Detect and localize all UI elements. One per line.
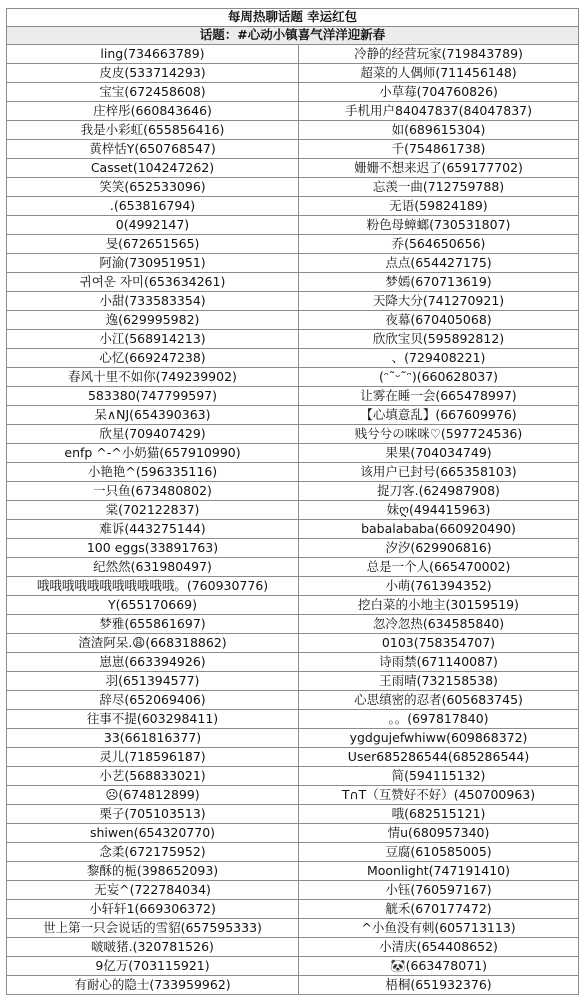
winner-name-right: 梦嫣(670713619) xyxy=(299,273,579,292)
winner-name-left: 哦哦哦哦哦哦哦哦哦哦哦。(760930776) xyxy=(7,577,299,596)
table-row xyxy=(7,938,579,957)
winner-name-right: T∩T（互赞好不好）(450700963) xyxy=(299,786,579,805)
winner-name-right: 点点(654427175) xyxy=(299,254,579,273)
table-row xyxy=(7,805,579,824)
winner-name-right: 汐汐(629906816) xyxy=(299,539,579,558)
winner-name-right: 小钰(760597167) xyxy=(299,881,579,900)
winner-name-right: Moonlight(747191410) xyxy=(299,862,579,881)
winner-name-right: 该用户已封号(665358103) xyxy=(299,463,579,482)
winner-name-right: 小草莓(704760826) xyxy=(299,83,579,102)
winner-name-left: 无妄^(722784034) xyxy=(7,881,299,900)
winner-name-right: 冷静的经营玩家(719843789) xyxy=(299,45,579,64)
winner-name-left: 辞尽(652069406) xyxy=(7,691,299,710)
winner-name-left: 啵啵猪.(320781526) xyxy=(7,938,299,957)
winner-name-left: 583380(747799597) xyxy=(7,387,299,406)
winner-name-right: 果果(704034749) xyxy=(299,444,579,463)
winner-name-left: Casset(104247262) xyxy=(7,159,299,178)
winner-name-left: 100 eggs(33891763) xyxy=(7,539,299,558)
winner-name-right: 乔(564650656) xyxy=(299,235,579,254)
winner-name-left: 梦雅(655861697) xyxy=(7,615,299,634)
winner-name-right: 天降大分(741270921) xyxy=(299,292,579,311)
winner-name-right: 千(754861738) xyxy=(299,140,579,159)
table-row xyxy=(7,254,579,273)
winner-name-right: 【心填意乱】(667609976) xyxy=(299,406,579,425)
winner-name-left: 皮皮(533714293) xyxy=(7,64,299,83)
winner-name-left: 崽崽(663394926) xyxy=(7,653,299,672)
winner-name-right: 。。(697817840) xyxy=(299,710,579,729)
winner-name-right: 情u(680957340) xyxy=(299,824,579,843)
winner-name-left: 黎酥的栀(398652093) xyxy=(7,862,299,881)
winner-name-left: 33(661816377) xyxy=(7,729,299,748)
winner-name-left: Y(655170669) xyxy=(7,596,299,615)
table-row xyxy=(7,197,579,216)
table-row xyxy=(7,406,579,425)
winner-name-right: 梧桐(651932376) xyxy=(299,976,579,995)
table-row xyxy=(7,83,579,102)
winner-name-right: babalababa(660920490) xyxy=(299,520,579,539)
table-body xyxy=(7,45,579,995)
winner-name-right: 诗雨禁(671140087) xyxy=(299,653,579,672)
table-row xyxy=(7,520,579,539)
winner-name-left: 旻(672651565) xyxy=(7,235,299,254)
winner-name-left: enfp ^-^小奶猫(657910990) xyxy=(7,444,299,463)
winner-name-left: 小轩轩1(669306372) xyxy=(7,900,299,919)
table-row xyxy=(7,615,579,634)
table-row xyxy=(7,311,579,330)
table-row xyxy=(7,558,579,577)
table-row xyxy=(7,121,579,140)
winner-name-left: 栗子(705103513) xyxy=(7,805,299,824)
table-row xyxy=(7,862,579,881)
winner-name-left: 9亿万(703115921) xyxy=(7,957,299,976)
table-row xyxy=(7,425,579,444)
table-row xyxy=(7,387,579,406)
table-row xyxy=(7,444,579,463)
table-row xyxy=(7,45,579,64)
winner-name-left: 羽(651394577) xyxy=(7,672,299,691)
winner-name-right: 超菜的人偶师(711456148) xyxy=(299,64,579,83)
winner-name-left: 春风十里不如你(749239902) xyxy=(7,368,299,387)
winner-name-right: 捉刀客.(624987908) xyxy=(299,482,579,501)
winner-name-right: 0103(758354707) xyxy=(299,634,579,653)
table-row xyxy=(7,767,579,786)
winner-name-right: 简(594115132) xyxy=(299,767,579,786)
winner-name-right: ygdgujefwhiww(609868372) xyxy=(299,729,579,748)
winner-name-left: 庄梓彤(660843646) xyxy=(7,102,299,121)
table-row xyxy=(7,577,579,596)
winner-name-left: shiwen(654320770) xyxy=(7,824,299,843)
winner-name-left: 往事不提(603298411) xyxy=(7,710,299,729)
winner-name-right: 总是一个人(665470002) xyxy=(299,558,579,577)
table-row xyxy=(7,463,579,482)
table-row xyxy=(7,349,579,368)
table-row xyxy=(7,691,579,710)
winner-name-left: 难诉(443275144) xyxy=(7,520,299,539)
winner-name-right: 姗姗不想来迟了(659177702) xyxy=(299,159,579,178)
winner-name-left: 宝宝(672458608) xyxy=(7,83,299,102)
winner-name-right: 忽冷忽热(634585840) xyxy=(299,615,579,634)
winner-name-left: 0(4992147) xyxy=(7,216,299,235)
winner-name-left: 小甜(733583354) xyxy=(7,292,299,311)
winner-name-right: 忘羡一曲(712759788) xyxy=(299,178,579,197)
winner-name-right: 妹ღ(494415963) xyxy=(299,501,579,520)
winner-name-left: 棠(702122837) xyxy=(7,501,299,520)
table-row xyxy=(7,919,579,938)
winner-name-left: 黄梓恬Y(650768547) xyxy=(7,140,299,159)
table-row xyxy=(7,900,579,919)
table-row xyxy=(7,292,579,311)
winner-name-left: 小艳艳^(596335116) xyxy=(7,463,299,482)
winner-name-left: 小江(568914213) xyxy=(7,330,299,349)
winner-name-left: 有耐心的隐士(733959962) xyxy=(7,976,299,995)
table-row xyxy=(7,596,579,615)
topic-row xyxy=(7,27,579,45)
table-row xyxy=(7,539,579,558)
table-row xyxy=(7,368,579,387)
winner-name-left: 阿渝(730951951) xyxy=(7,254,299,273)
table-row xyxy=(7,843,579,862)
table-row xyxy=(7,273,579,292)
winner-name-left: 灵儿(718596187) xyxy=(7,748,299,767)
winner-name-right: 欣欣宝贝(595892812) xyxy=(299,330,579,349)
table-row xyxy=(7,786,579,805)
winner-name-right: 觥禾(670177472) xyxy=(299,900,579,919)
table-row xyxy=(7,102,579,121)
winner-name-right: 夜幕(670405068) xyxy=(299,311,579,330)
winner-name-left: 念柔(672175952) xyxy=(7,843,299,862)
winner-name-right: 贱兮兮の咪咪♡(597724536) xyxy=(299,425,579,444)
winner-name-right: 小萌(761394352) xyxy=(299,577,579,596)
winner-name-left: 逸(629995982) xyxy=(7,311,299,330)
table-row xyxy=(7,330,579,349)
table-row xyxy=(7,729,579,748)
winner-name-right: User685286544(685286544) xyxy=(299,748,579,767)
table-row xyxy=(7,824,579,843)
winner-name-left: 渣渣阿呆.😩(668318862) xyxy=(7,634,299,653)
table-title-row xyxy=(7,9,579,27)
winner-name-left: 欣星(709407429) xyxy=(7,425,299,444)
table-row xyxy=(7,64,579,83)
winner-name-left: 呆∧NJ(654390363) xyxy=(7,406,299,425)
winner-name-right: 小清庆(654408652) xyxy=(299,938,579,957)
winner-name-right: 王雨晴(732158538) xyxy=(299,672,579,691)
table-row xyxy=(7,653,579,672)
winner-name-right: 粉色母蟑螂(730531807) xyxy=(299,216,579,235)
winner-name-left: 귀여운 자미(653634261) xyxy=(7,273,299,292)
winner-name-right: 心思缜密的忍者(605683745) xyxy=(299,691,579,710)
table-row xyxy=(7,178,579,197)
table-row xyxy=(7,482,579,501)
winner-name-right: 、(729408221) xyxy=(299,349,579,368)
winner-name-right: 让雾在睡一会(665478997) xyxy=(299,387,579,406)
winner-name-right: 哦(682515121) xyxy=(299,805,579,824)
winner-name-left: 一只鱼(673480802) xyxy=(7,482,299,501)
winner-name-right: 手机用户84047837(84047837) xyxy=(299,102,579,121)
winner-name-left: ☹(674812899) xyxy=(7,786,299,805)
topic-label: 话题：#心动小镇喜气洋洋迎新春 xyxy=(7,27,579,45)
table-row xyxy=(7,881,579,900)
table-row xyxy=(7,159,579,178)
winner-name-left: 小艺(568833021) xyxy=(7,767,299,786)
winner-name-right: 如(689615304) xyxy=(299,121,579,140)
winner-name-right: 豆腐(610585005) xyxy=(299,843,579,862)
winner-name-left: 世上第一只会说话的雪貂(657595333) xyxy=(7,919,299,938)
table-row xyxy=(7,140,579,159)
winner-name-right: 🐼(663478071) xyxy=(299,957,579,976)
winner-name-left: 笑笑(652533096) xyxy=(7,178,299,197)
table-row xyxy=(7,501,579,520)
winner-name-right: (ᵔ˜ᵕ˜ᵔ)(660628037) xyxy=(299,368,579,387)
table-title: 每周热聊话题 幸运红包 xyxy=(7,9,579,27)
table-row xyxy=(7,216,579,235)
table-row xyxy=(7,976,579,995)
winner-name-right: ^小鱼没有刺(605713113) xyxy=(299,919,579,938)
winner-table xyxy=(6,8,579,995)
winner-name-left: ling(734663789) xyxy=(7,45,299,64)
winner-name-right: 挖白菜的小地主(30159519) xyxy=(299,596,579,615)
table-row xyxy=(7,957,579,976)
winner-name-right: 无语(598241​89) xyxy=(299,197,579,216)
table-row xyxy=(7,634,579,653)
winner-name-left: 纪然然(631980497) xyxy=(7,558,299,577)
table-row xyxy=(7,710,579,729)
winner-name-left: 心忆(669247238) xyxy=(7,349,299,368)
winner-name-left: .(653816794) xyxy=(7,197,299,216)
table-row xyxy=(7,672,579,691)
table-row xyxy=(7,748,579,767)
table-row xyxy=(7,235,579,254)
winner-name-left: 我是小彩虹(655856416) xyxy=(7,121,299,140)
